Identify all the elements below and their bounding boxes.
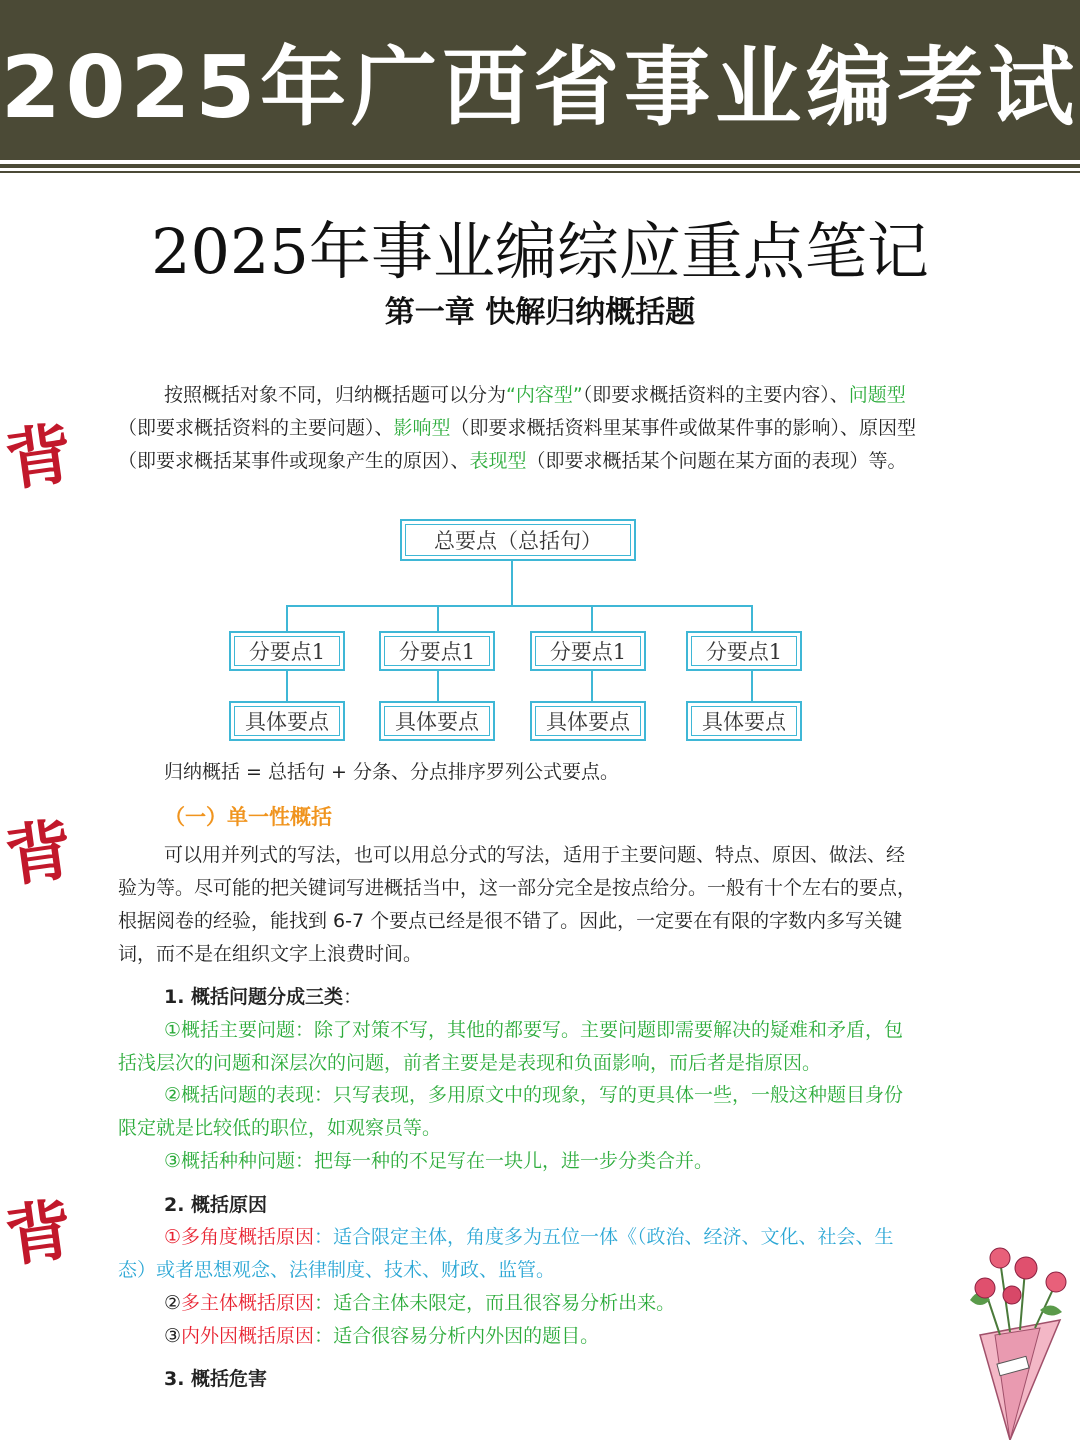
cause-text: ：适合主体未限定，而且很容易分析出来。 (314, 1292, 676, 1314)
cause-label: 内外因概括原因 (181, 1325, 315, 1347)
diagram-branch-label: 分要点1 (705, 640, 783, 664)
recite-stamp-1: 背 (0, 413, 78, 501)
banner-divider-thin (0, 171, 1080, 173)
subheading-causes: 2. 概括原因 (164, 1194, 268, 1216)
diagram-connector (511, 561, 513, 606)
problem-type-item: ③概括种种问题：把每一种的不足写在一块儿，进一步分类合并。 (164, 1150, 714, 1172)
intro-paragraph (118, 379, 918, 478)
chapter-title: 第一章 快解归纳概括题 (384, 295, 696, 330)
recite-stamp-3: 背 (0, 1189, 78, 1277)
cause-text: ：适合很容易分析内外因的题目。 (314, 1325, 600, 1347)
diagram-connector (286, 605, 753, 607)
diagram-connector (286, 671, 288, 702)
section-heading: （一）单一性概括 (164, 805, 332, 829)
diagram-leaf-node (686, 701, 802, 741)
keyword-content-type: “内容型” (506, 384, 583, 406)
cause-number: ③ (164, 1325, 182, 1347)
intro-text-1: 按照概括对象不同，归纳概括题可以分为 (164, 384, 507, 406)
diagram-connector (751, 671, 753, 702)
diagram-connector (437, 605, 439, 632)
diagram-branch-label: 分要点1 (248, 640, 326, 664)
intro-text-2: （即要求概括资料的主要内容）、 (582, 384, 849, 406)
subheading-problem-types (164, 982, 362, 1012)
intro-text-4: （即要求概括资料里某事件或做某件事的影响）、原因型（即要求概括某事件或现象产生的原因）、 (118, 417, 917, 472)
banner-title: 2025年广西省事业编考试 (0, 38, 1080, 138)
diagram-connector (751, 605, 753, 632)
diagram-leaf-node (229, 701, 345, 741)
cause-item-2 (118, 1287, 918, 1320)
diagram-connector (437, 671, 439, 702)
flower-bouquet-icon (940, 1240, 1080, 1440)
diagram-connector (591, 605, 593, 632)
diagram-leaf-label: 具体要点 (395, 710, 479, 734)
banner-divider (0, 164, 1080, 168)
keyword-impact-type: 影响型 (393, 417, 451, 439)
diagram-leaf-label: 具体要点 (245, 710, 329, 734)
cause-item-3 (118, 1320, 918, 1353)
diagram-root-node (400, 519, 636, 561)
diagram-leaf-node (379, 701, 495, 741)
problem-type-item: ①概括主要问题：除了对策不写，其他的都要写。主要问题即需要解决的疑难和矛盾，包括浅层次的问题和深层次的问题，前者主要是是表现和负面影响，而后者是指原因。 (118, 1019, 904, 1074)
diagram-connector (591, 671, 593, 702)
section-body: 可以用并列式的写法，也可以用总分式的写法，适用于主要问题、特点、原因、做法、经验为等。尽可能的把关键词写进概括当中，这一部分完全是按点给分。一般有十个左右的要点，根据阅卷的经验，能找到 6-7 个要点已经是很不错了。因此，一定要在有限的字数内多写关键词，而不是在组织文字上浪费时间。 (118, 844, 917, 965)
diagram-branch-node (229, 631, 345, 671)
cause-item-1 (118, 1221, 918, 1287)
formula-line: 归纳概括 = 总括句 + 分条、分点排序罗列公式要点。 (164, 761, 619, 783)
subheading-harms: 3. 概括危害 (164, 1368, 268, 1390)
subheading-colon: ： (343, 986, 363, 1008)
cause-number: ② (164, 1292, 182, 1314)
diagram-leaf-node (530, 701, 646, 741)
diagram-root-label: 总要点（总括句） (434, 529, 602, 553)
intro-text-5: （即要求概括某个问题在某方面的表现）等。 (526, 450, 907, 472)
diagram-branch-node (379, 631, 495, 671)
intro-text-3: （即要求概括资料的主要问题）、 (118, 417, 394, 439)
cause-label: 多主体概括原因 (181, 1292, 315, 1314)
keyword-manifestation-type: 表现型 (469, 450, 527, 472)
cause-text: ：适合限定主体，角度多为五位一体《（政治、经济、文化、社会、生态）或者思想观念、法律制度、技术、财政、监管。 (118, 1226, 894, 1281)
diagram-branch-label: 分要点1 (398, 640, 476, 664)
subheading-text: 1. 概括问题分成三类 (164, 986, 344, 1008)
cause-label: ①多角度概括原因 (164, 1226, 315, 1248)
document-title: 2025年事业编综应重点笔记 (151, 215, 929, 288)
diagram-connector (286, 605, 288, 632)
diagram-branch-node (686, 631, 802, 671)
diagram-leaf-label: 具体要点 (546, 710, 630, 734)
header-banner (0, 0, 1080, 160)
diagram-branch-label: 分要点1 (549, 640, 627, 664)
keyword-problem-type: 问题型 (848, 384, 906, 406)
problem-type-item: ②概括问题的表现：只写表现，多用原文中的现象，写的更具体一些，一般这种题目身份限定就是比较低的职位，如观察员等。 (118, 1084, 904, 1139)
diagram-leaf-label: 具体要点 (702, 710, 786, 734)
diagram-branch-node (530, 631, 646, 671)
recite-stamp-2: 背 (0, 809, 78, 897)
